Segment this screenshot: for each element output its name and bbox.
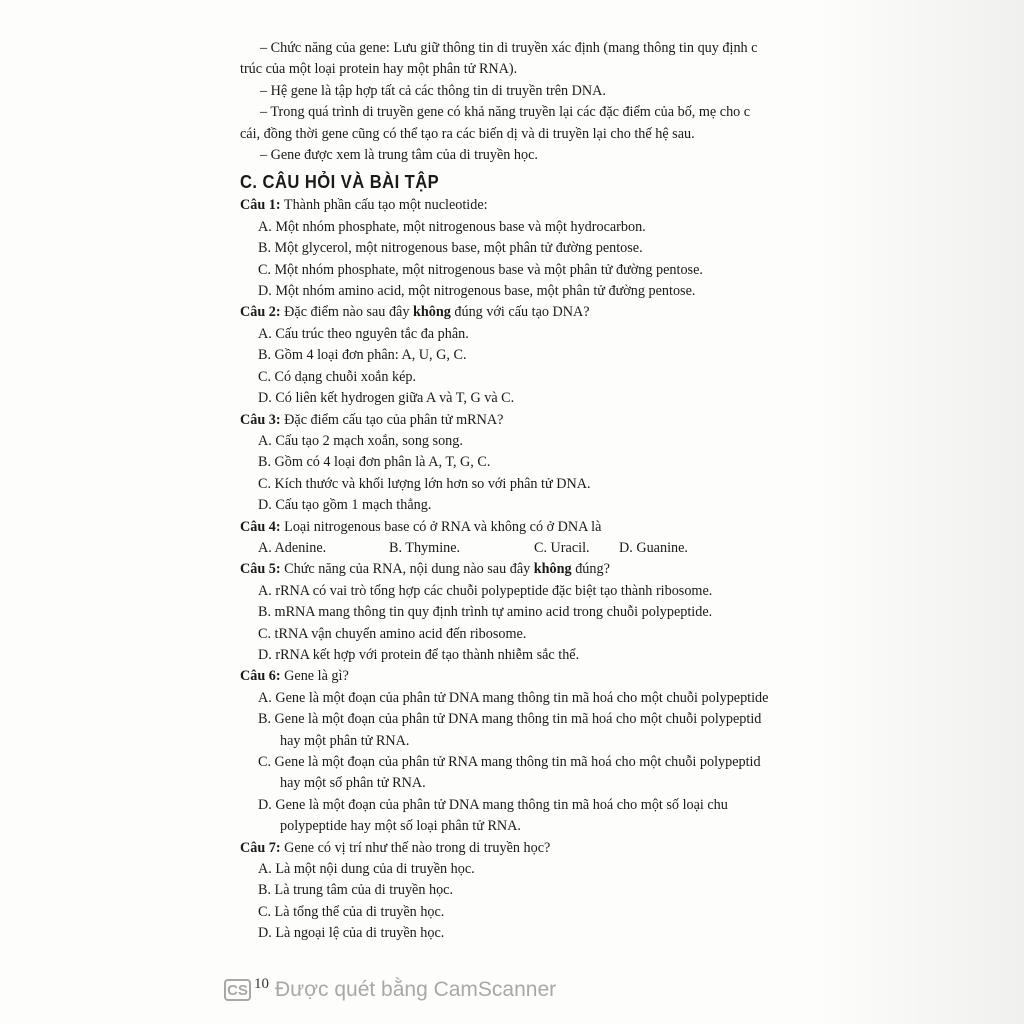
question-label: Câu 5:	[240, 561, 281, 578]
q6-option-c: C. Gene là một đoạn của phân tử RNA mang thông tin mã hoá cho một chuỗi polypeptid	[258, 754, 761, 770]
question-label: Câu 1:	[240, 197, 281, 214]
q2-option-d: D. Có liên kết hydrogen giữa A và T, G và C.	[258, 390, 515, 407]
question-text: Gene là gì?	[280, 668, 349, 685]
q5-option-a: A. rRNA có vai trò tổng hợp các chuỗi polypeptide đặc biệt tạo thành ribosome.	[258, 582, 713, 599]
question-label: Câu 6:	[240, 668, 281, 685]
q4-option-b: B. Thymine.	[389, 539, 461, 556]
q6-option-c-cont: hay một số phân tử RNA.	[280, 775, 426, 792]
camscanner-watermark-text: Được quét bằng CamScanner	[275, 978, 557, 1001]
question-7	[240, 838, 825, 859]
section-title: C. CÂU HỎI VÀ BÀI TẬP	[240, 172, 440, 193]
question-text: Đặc điểm nào sau đây	[280, 304, 413, 321]
q3-option-a: A. Cấu tạo 2 mạch xoắn, song song.	[258, 432, 463, 449]
question-6	[240, 666, 825, 687]
question-text: Thành phần cấu tạo một nucleotide:	[280, 197, 488, 214]
intro-line-1: – Chức năng của gene: Lưu giữ thông tin di truyền xác định (mang thông tin quy định c	[260, 40, 758, 56]
intro-line-3: – Hệ gene là tập hợp tất cả các thông tin di truyền trên DNA.	[260, 82, 606, 99]
question-text: Đặc điểm cấu tạo của phân tử mRNA?	[280, 411, 504, 428]
q6-option-d-cont: polypeptide hay một số loại phân tử RNA.	[280, 818, 521, 835]
page-content	[240, 38, 825, 945]
question-text: Chức năng của RNA, nội dung nào sau đây	[280, 561, 534, 578]
question-text-end: đúng với cấu tạo DNA?	[450, 304, 590, 321]
question-3	[240, 410, 825, 431]
q6-option-d: D. Gene là một đoạn của phân tử DNA mang thông tin mã hoá cho một số loại chu	[258, 796, 728, 813]
q7-option-d: D. Là ngoại lệ của di truyền học.	[258, 925, 445, 942]
question-emphasis: không	[412, 304, 451, 321]
q6-option-a: A. Gene là một đoạn của phân tử DNA mang thông tin mã hoá cho một chuỗi polypeptide	[258, 689, 769, 706]
question-text-end: đúng?	[571, 561, 610, 578]
q2-option-c: C. Có dạng chuỗi xoắn kép.	[258, 368, 417, 385]
question-4	[240, 517, 825, 538]
q7-option-a: A. Là một nội dung của di truyền học.	[258, 861, 475, 878]
q3-option-b: B. Gồm có 4 loại đơn phân là A, T, G, C.	[258, 454, 491, 471]
page-edge-shadow	[814, 0, 1024, 1024]
question-label: Câu 7:	[240, 839, 281, 856]
q1-option-c: C. Một nhóm phosphate, một nitrogenous base và một phân tử đường pentose.	[258, 261, 703, 278]
question-label: Câu 4:	[240, 518, 281, 535]
q7-option-c: C. Là tổng thể của di truyền học.	[258, 903, 445, 920]
page-number: 10	[254, 975, 269, 992]
q1-option-a: A. Một nhóm phosphate, một nitrogenous base và một hydrocarbon.	[258, 218, 646, 235]
q5-option-c: C. tRNA vận chuyển amino acid đến ribosome.	[258, 625, 527, 642]
question-1	[240, 195, 825, 216]
question-label: Câu 2:	[240, 304, 281, 321]
q6-option-b-cont: hay một phân tử RNA.	[280, 732, 410, 749]
q2-option-b: B. Gồm 4 loại đơn phân: A, U, G, C.	[258, 347, 467, 364]
question-emphasis: không	[533, 561, 572, 578]
camscanner-footer	[224, 975, 556, 1005]
intro-line-4: – Trong quá trình di truyền gene có khả năng truyền lại các đặc điểm của bố, mẹ cho c	[260, 104, 751, 121]
q1-option-d: D. Một nhóm amino acid, một nitrogenous base, một phân tử đường pentose.	[258, 283, 696, 300]
q2-option-a: A. Cấu trúc theo nguyên tắc đa phân.	[258, 325, 469, 342]
question-text: Gene có vị trí như thế nào trong di truyền học?	[280, 839, 551, 856]
question-label: Câu 3:	[240, 411, 281, 428]
q4-option-d: D. Guanine.	[619, 539, 688, 556]
question-text: Loại nitrogenous base có ở RNA và không có ở DNA là	[280, 518, 602, 535]
camscanner-logo-icon: CS	[224, 979, 251, 1001]
q3-option-c: C. Kích thước và khối lượng lớn hơn so với phân tử DNA.	[258, 475, 591, 492]
q4-option-c: C. Uracil.	[534, 539, 590, 556]
q4-option-a: A. Adenine.	[258, 539, 327, 556]
intro-line-2: trúc của một loại protein hay một phân tử RNA).	[240, 61, 518, 78]
q3-option-d: D. Cấu tạo gồm 1 mạch thẳng.	[258, 497, 432, 514]
intro-line-6: – Gene được xem là trung tâm của di truyền học.	[260, 147, 538, 164]
q4-options-row	[240, 538, 825, 559]
q5-option-b: B. mRNA mang thông tin quy định trình tự amino acid trong chuỗi polypeptide.	[258, 604, 713, 621]
q1-option-b: B. Một glycerol, một nitrogenous base, một phân tử đường pentose.	[258, 240, 643, 257]
q5-option-d: D. rRNA kết hợp với protein để tạo thành nhiễm sắc thể.	[258, 646, 580, 663]
question-2	[240, 302, 825, 323]
q7-option-b: B. Là trung tâm của di truyền học.	[258, 882, 454, 899]
intro-line-5: cái, đồng thời gene cũng có thể tạo ra các biến dị và di truyền lại cho thế hệ sau.	[240, 125, 695, 142]
question-5	[240, 559, 825, 580]
q6-option-b: B. Gene là một đoạn của phân tử DNA mang thông tin mã hoá cho một chuỗi polypeptid	[258, 711, 762, 728]
